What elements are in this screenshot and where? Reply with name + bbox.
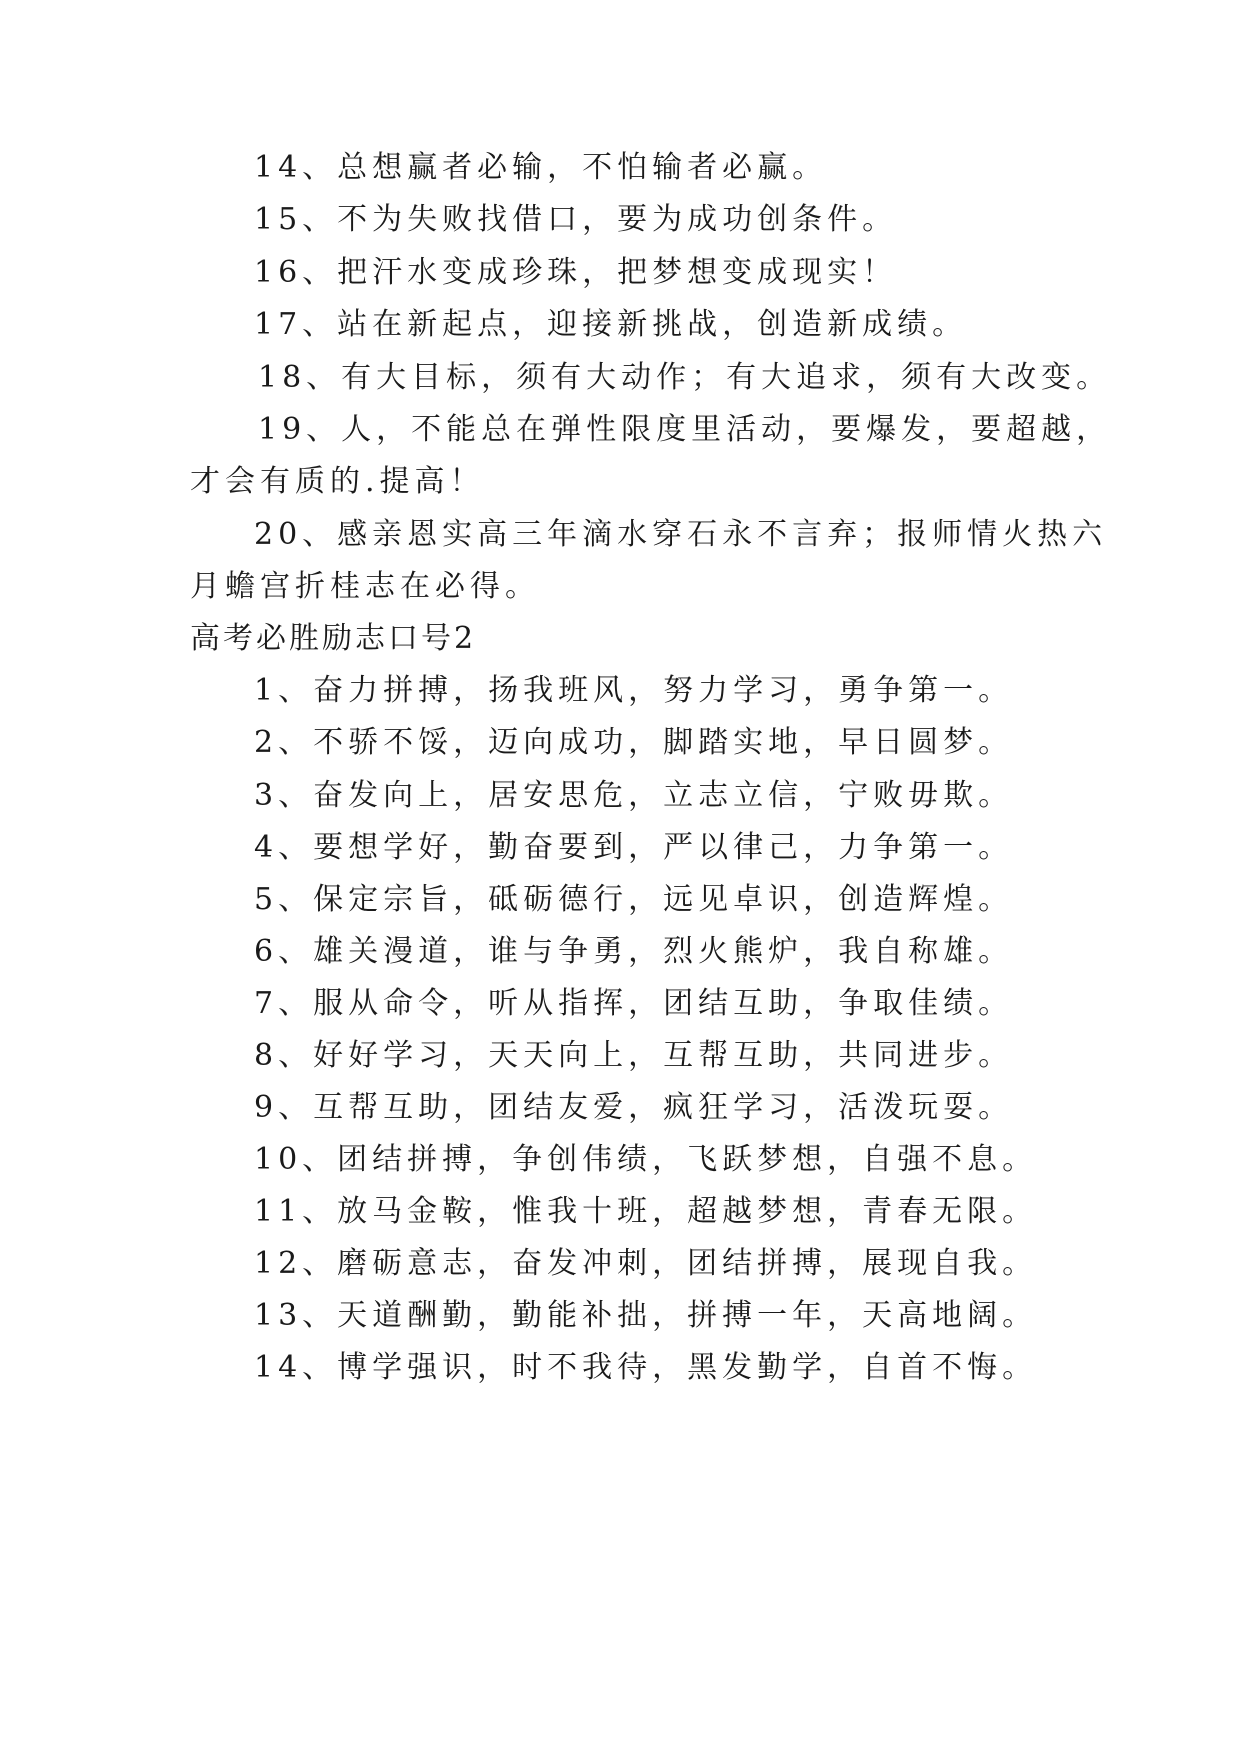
slogan-line: 16、把汗水变成珍珠，把梦想变成现实！: [254, 255, 898, 290]
slogan-line: 15、不为失败找借口，要为成功创条件。: [254, 202, 898, 237]
slogan-line: 9、互帮互助，团结友爱，疯狂学习，活泼玩耍。: [254, 1090, 1014, 1125]
slogan-line: 4、要想学好，勤奋要到，严以律己，力争第一。: [254, 830, 1014, 865]
slogan-line: 5、保定宗旨，砥砺德行，远见卓识，创造辉煌。: [254, 882, 1014, 917]
slogan-line: 11、放马金鞍，惟我十班，超越梦想，青春无限。: [254, 1194, 1038, 1229]
slogan-line: 8、好好学习，天天向上，互帮互助，共同进步。: [254, 1038, 1014, 1073]
slogan-line: 10、团结拼搏，争创伟绩，飞跃梦想，自强不息。: [254, 1142, 1038, 1177]
slogan-line: 17、站在新起点，迎接新挑战，创造新成绩。: [254, 307, 968, 342]
slogan-line: 2、不骄不馁，迈向成功，脚踏实地，早日圆梦。: [254, 725, 1014, 760]
slogan-line: 19、人，不能总在弹性限度里活动，要爆发，要超越，: [258, 412, 1112, 447]
slogan-line: 20、感亲恩实高三年滴水穿石永不言弃；报师情火热六: [254, 517, 1108, 552]
slogan-line: 7、服从命令，听从指挥，团结互助，争取佳绩。: [254, 986, 1014, 1021]
slogan-line-continued: 才会有质的.提高！: [190, 464, 485, 499]
slogan-line-continued: 月蟾宫折桂志在必得。: [190, 569, 540, 604]
slogan-line: 13、天道酬勤，勤能补拙，拼搏一年，天高地阔。: [254, 1298, 1038, 1333]
section-heading: 高考必胜励志口号2: [190, 621, 477, 656]
slogan-line: 14、博学强识，时不我待，黑发勤学，自首不悔。: [254, 1350, 1038, 1385]
slogan-line: 3、奋发向上，居安思危，立志立信，宁败毋欺。: [254, 778, 1014, 813]
slogan-line: 14、总想赢者必输，不怕输者必赢。: [254, 150, 828, 185]
slogan-line: 1、奋力拼搏，扬我班风，努力学习，勇争第一。: [254, 673, 1014, 708]
slogan-line: 12、磨砺意志，奋发冲刺，团结拼搏，展现自我。: [254, 1246, 1038, 1281]
slogan-line: 18、有大目标，须有大动作；有大追求，须有大改变。: [258, 360, 1112, 395]
slogan-line: 6、雄关漫道，谁与争勇，烈火熊炉，我自称雄。: [254, 934, 1014, 969]
